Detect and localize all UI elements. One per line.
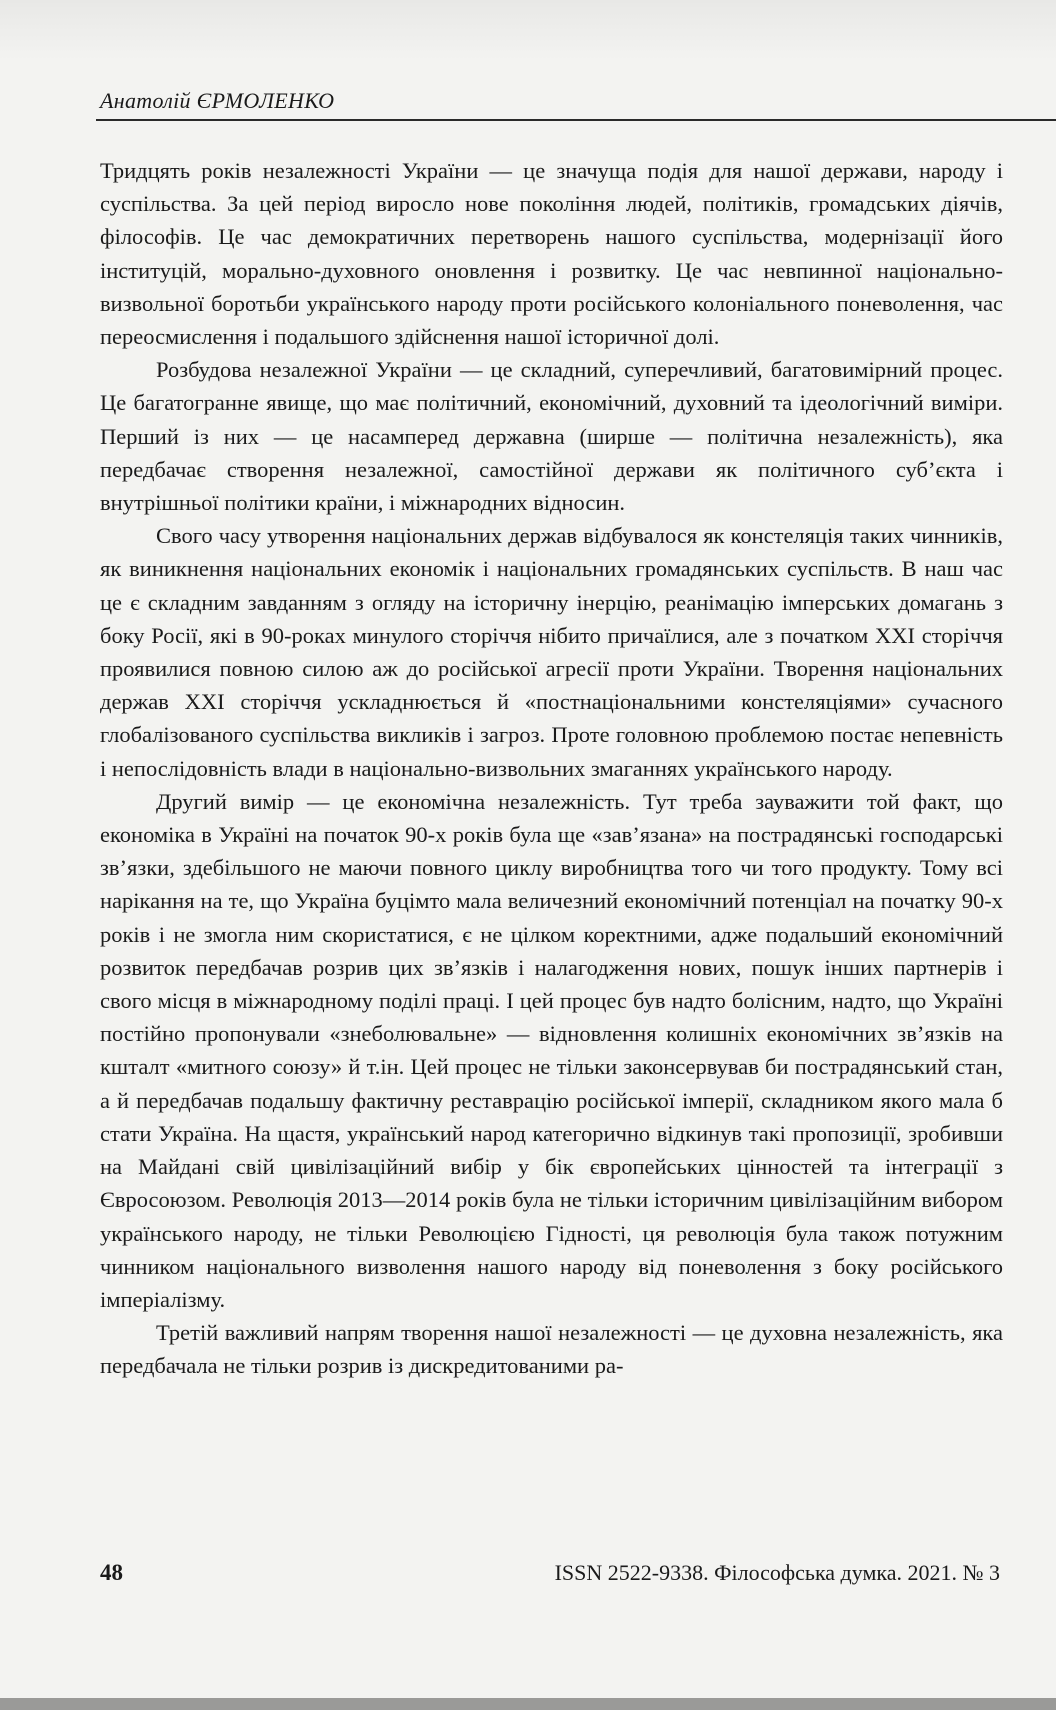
page-number: 48: [100, 1560, 123, 1585]
paragraph-4: Другий вимір — це економічна незалежність. Тут треба зауважити той факт, що економіка в Україні на початок 90-х років була ще «зав’язана» на пострадянські господарські зв’язки, здебільшого не маючи повного циклу виробництва того чи того продукту. Тому всі нарікання на те, що Україна буцімто мала величезний економічний потенціал на початку 90-х років і не змогла ним скористатися, є не цілком коректними, адже подальший економічний розвиток передбачав розрив цих зв’язків і налагодження нових, пошук інших партнерів і свого місця в міжнародному поділі праці. І цей процес був надто болісним, надто, що Україні постійно пропонували «знеболювальне» — відновлення колишніх економічних зв’язків на кшталт «митного союзу» й т.ін. Цей процес не тільки законсервував би пострадянський стан, а й передбачав подальшу фактичну реставрацію російської імперії, складником якого мала б стати Україна. На щастя, український народ категорично відкинув такі пропозиції, зробивши на Майдані свій цивілізаційний вибір у бік європейських цінностей та інтеграції з Євросоюзом. Революція 2013—2014 років була не тільки історичним цивілізаційним вибором українського народу, не тільки Революцією Гідності, ця революція була також потужним чинником національного визволення нашого народу від поневолення з боку російського імперіалізму.: [100, 788, 1003, 1312]
header-rule: [96, 119, 1056, 121]
paragraph-1: Тридцять років незалежності України — це значуща подія для нашої держави, народу і суспільства. За цей період виросло нове покоління людей, політиків, громадських діячів, філософів. Це час демократичних перетворень нашого суспільства, модернізації його інституцій, морально-духовного оновлення і розвитку. Це час невпинної національно-визвольної боротьби українського народу проти російського колоніального поневолення, час переосмислення і подальшого здійснення нашої історичної долі.: [100, 158, 1003, 350]
journal-citation: ISSN 2522-9338. Філософська думка. 2021. № 3: [554, 1560, 1000, 1585]
paragraph-2: Розбудова незалежної України — це складний, суперечливий, багатовимірний процес. Це багатогранне явище, що має політичний, економічний, духовний та ідеологічний виміри. Перший із них — це насамперед державна (ширше — політична незалежність), яка передбачає створення незалежної, самостійної держави як політичного суб’єкта і внутрішньої політики країни, і міжнародних відносин.: [100, 357, 1003, 516]
scan-edge-strip: [0, 1698, 1056, 1710]
paragraph-5: Третій важливий напрям творення нашої незалежності — це духовна незалежність, яка передбачала не тільки розрив із дискредитованими ра-: [100, 1320, 1003, 1379]
paragraph-3: Свого часу утворення національних держав відбувалося як констеляція таких чинників, як виникнення національних економік і національних громадянських суспільств. В наш час це є складним завданням з огляду на історичну інерцію, реанімацію імперських домагань з боку Росії, які в 90-роках минулого сторіччя нібито причаїлися, але з початком XXI сторіччя проявилися повною силою аж до російської агресії проти України. Творення національних держав XXI сторіччя ускладнюється й «постнаціональними констеляціями» сучасного глобалізованого суспільства викликів і загроз. Проте головною проблемою постає непевність і непослідовність влади в національно-визвольних змаганнях українського народу.: [100, 523, 1003, 781]
running-head-author: Анатолій ЄРМОЛЕНКО: [100, 88, 335, 113]
page-top-shading: [0, 0, 1056, 60]
article-body: [100, 154, 1003, 1383]
